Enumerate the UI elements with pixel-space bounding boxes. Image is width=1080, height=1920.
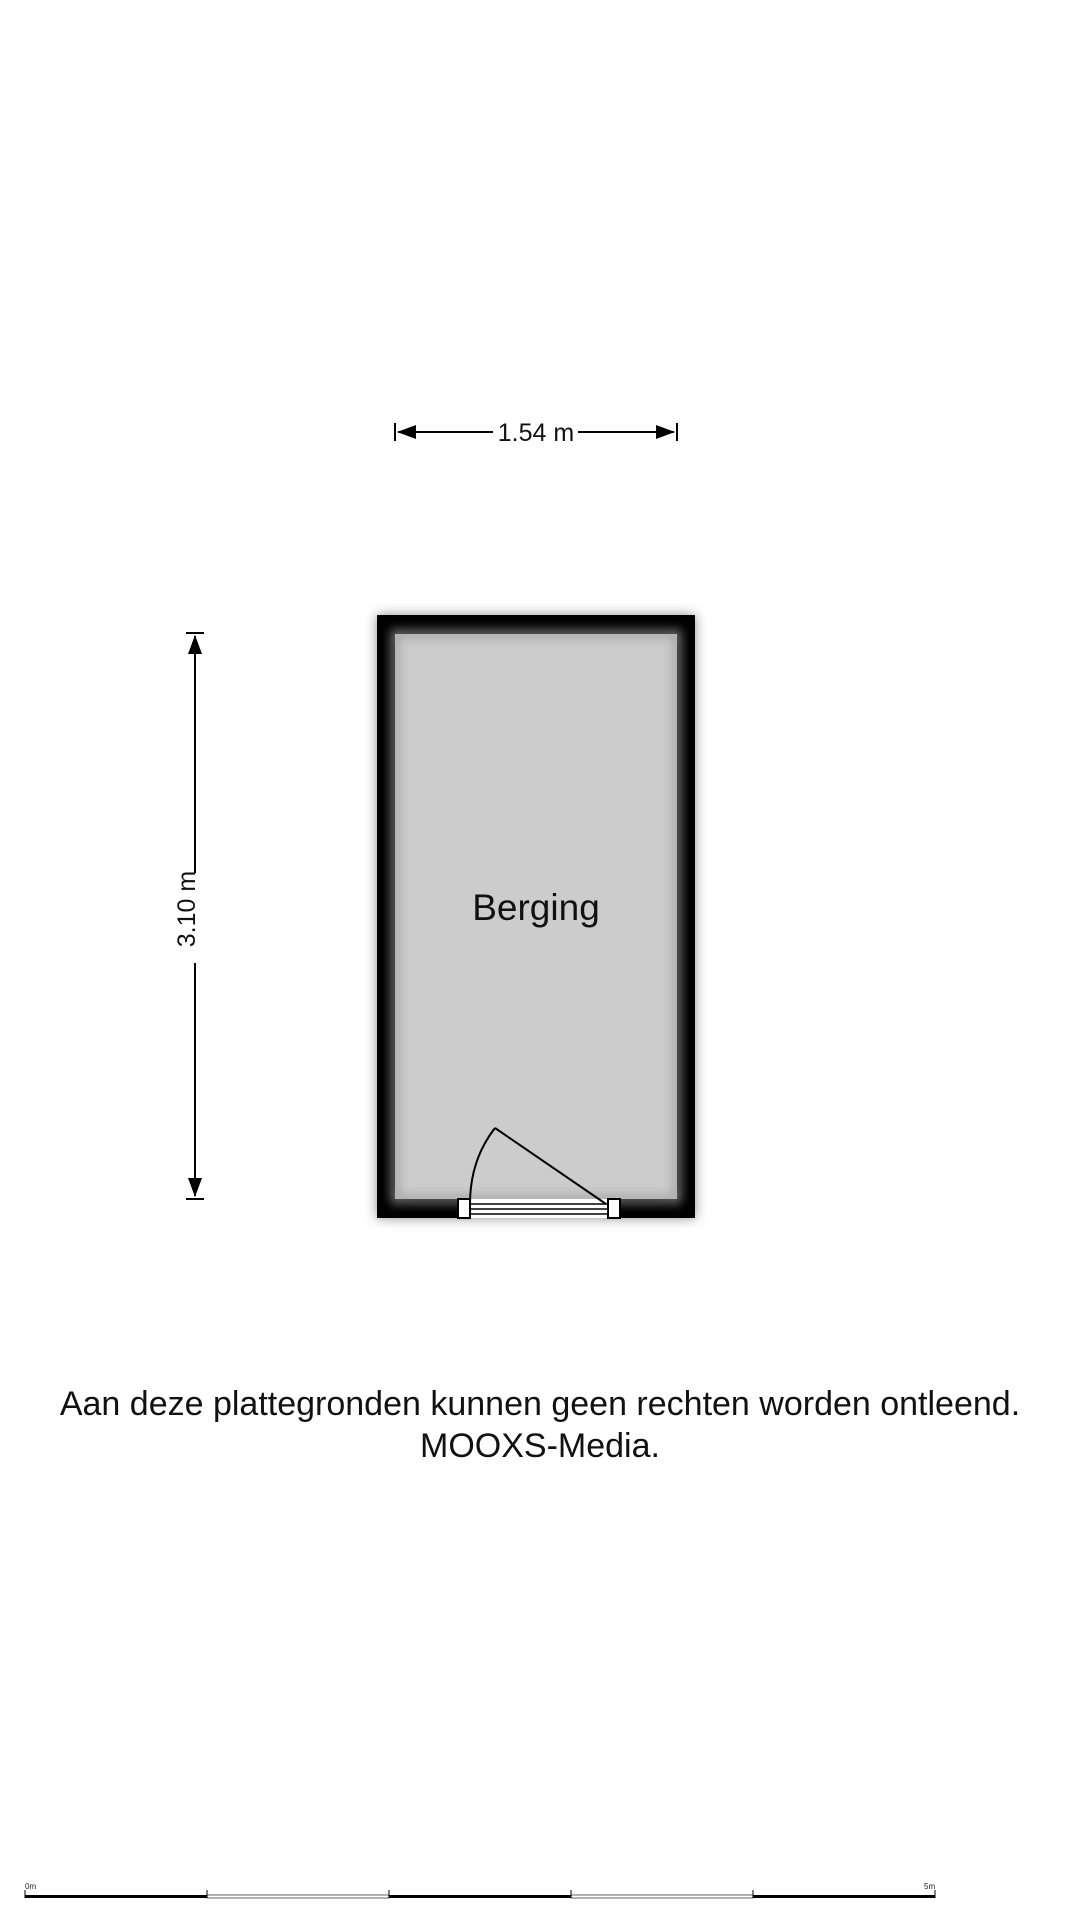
disclaimer-line-2: MOOXS-Media.	[420, 1427, 660, 1465]
scale-bar-end-label: 5m	[924, 1882, 936, 1891]
scale-bar-start-label: 0m	[25, 1882, 37, 1891]
scale-bar-segment-5	[753, 1895, 935, 1898]
height-dimension	[173, 633, 204, 1199]
width-arrow-left-icon	[397, 425, 416, 439]
height-arrow-up-icon	[188, 635, 202, 654]
disclaimer	[0, 1383, 1080, 1467]
width-dimension-label: 1.54 m	[497, 419, 575, 447]
width-dimension	[395, 419, 677, 447]
width-arrow-right-icon	[656, 425, 675, 439]
room-label: Berging	[472, 887, 600, 928]
height-arrow-down-icon	[188, 1178, 202, 1197]
scale-bar-segment-4	[571, 1895, 753, 1898]
door-jamb-left	[458, 1199, 470, 1218]
height-dimension-label: 3.10 m	[173, 870, 201, 948]
scale-bar	[25, 1882, 935, 1898]
scale-bar-segment-1	[25, 1895, 207, 1898]
scale-bar-segment-2	[207, 1895, 389, 1898]
door-jamb-right	[608, 1199, 620, 1218]
disclaimer-line-1: Aan deze plattegronden kunnen geen rechten worden ontleend.	[59, 1385, 1021, 1423]
scale-bar-segment-3	[389, 1895, 571, 1898]
room-berging	[377, 615, 695, 1218]
